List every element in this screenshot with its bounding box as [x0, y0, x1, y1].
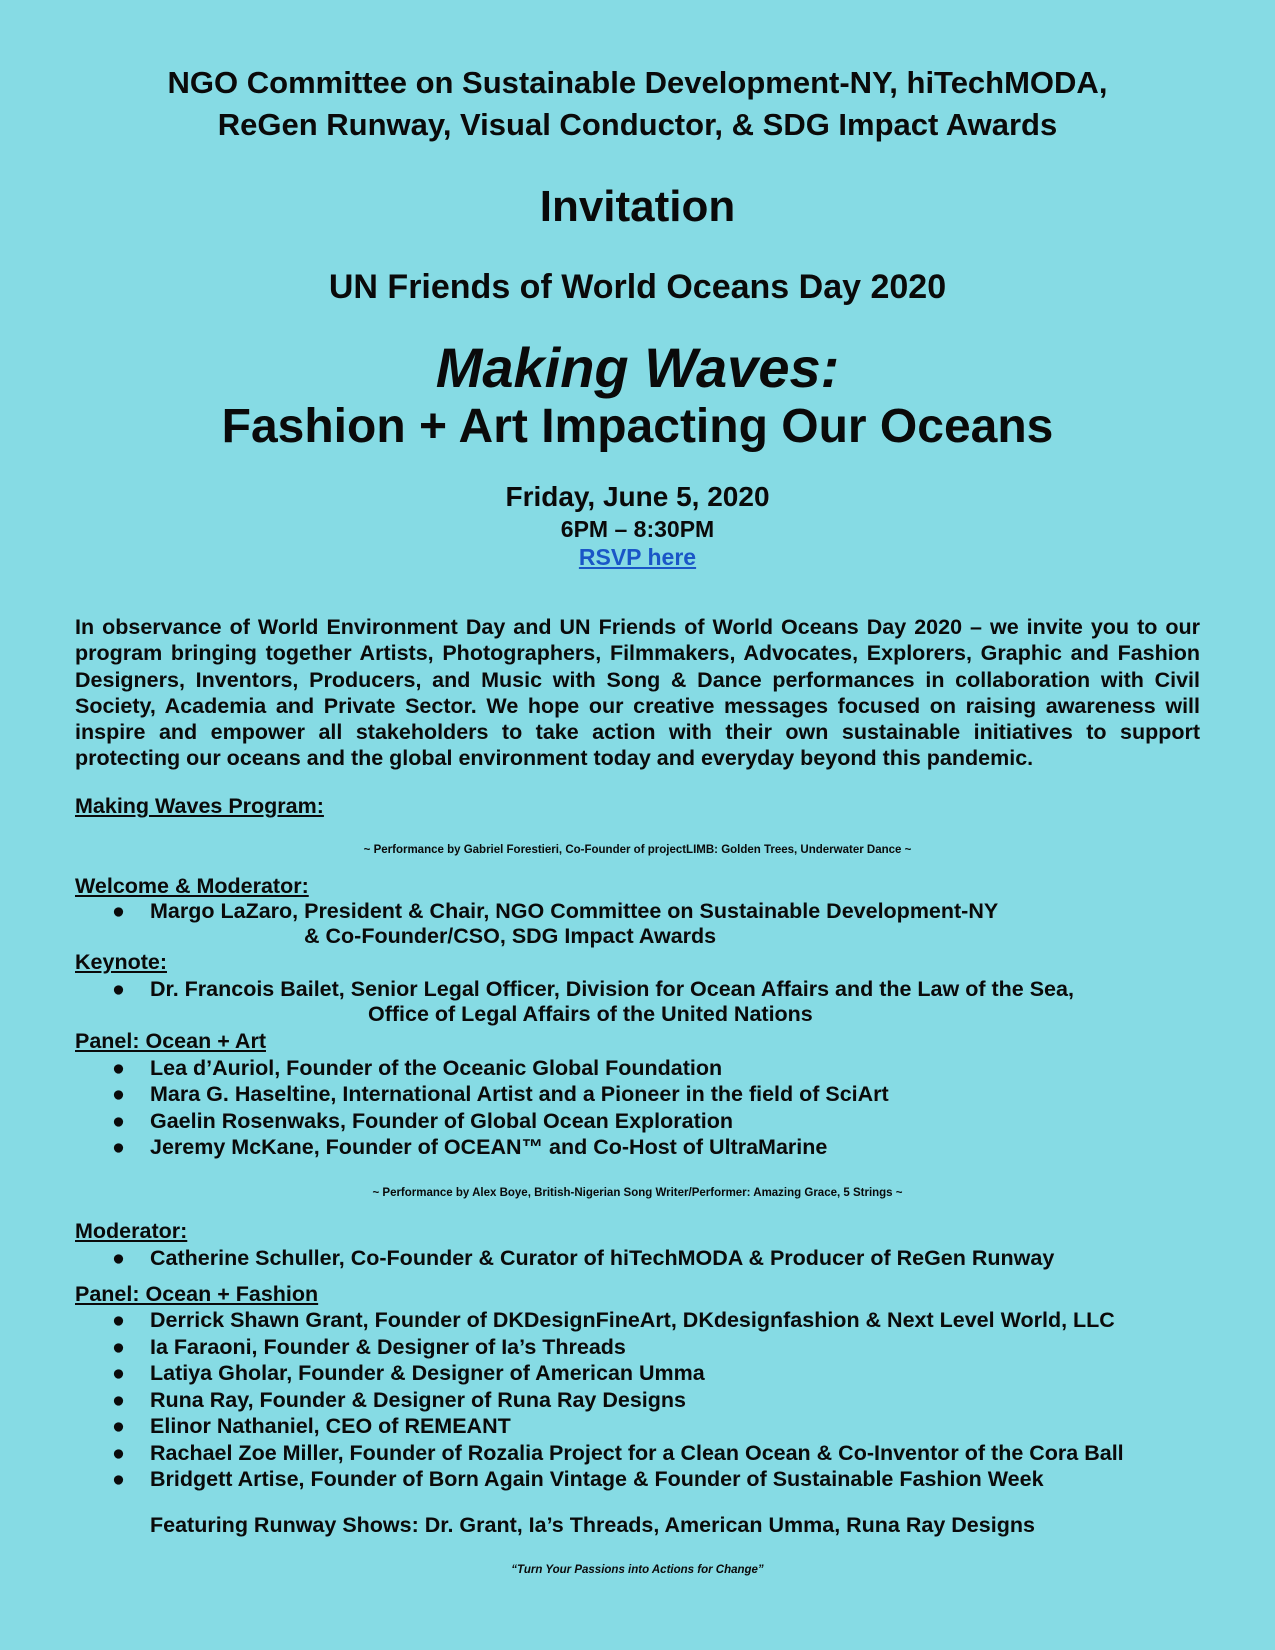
organizers-line-2: ReGen Runway, Visual Conductor, & SDG Impact Awards [217, 107, 1058, 142]
tagline: “Turn Your Passions into Actions for Change” [511, 1564, 764, 1576]
bullet-icon: ● [112, 1467, 125, 1491]
welcome-item-line-1: Margo LaZaro, President & Chair, NGO Committee on Sustainable Development-NY [150, 899, 999, 923]
performance-1: ~ Performance by Gabriel Forestieri, Co-Founder of projectLIMB: Golden Trees, Underwater Dance ~ [363, 844, 912, 856]
panel-fashion-item: Runa Ray, Founder & Designer of Runa Ray Designs [150, 1388, 686, 1412]
moderator-heading: Moderator: [75, 1219, 188, 1243]
moderator-item: Catherine Schuller, Co-Founder & Curator of hiTechMODA & Producer of ReGen Runway [150, 1246, 1055, 1270]
intro-paragraph: In observance of World Environment Day and UN Friends of World Oceans Day 2020 – we invite you to our program bringing together Artists, Photographers, Filmmakers, Advocates, Explorers, Graphic and Fashion Designers, Inventors, Producers, and Music with Song & Dance performances in collaboration with Civil Society, Academia and Private Sector. We hope our creative messages focused on raising awareness will inspire and empower all stakeholders to take action with their own sustainable initiatives to support protecting our oceans and the global environment today and everyday beyond this pandemic. [75, 615, 1200, 771]
panel-fashion-item: Bridgett Artise, Founder of Born Again Vintage & Founder of Sustainable Fashion Week [150, 1467, 1044, 1491]
panel-art-heading: Panel: Ocean + Art [75, 1029, 266, 1053]
bullet-icon: ● [112, 1308, 125, 1332]
rsvp-link[interactable]: RSVP here [578, 544, 697, 570]
keynote-heading: Keynote: [75, 950, 167, 974]
bullet-icon: ● [112, 1246, 125, 1270]
bullet-icon: ● [112, 1388, 125, 1412]
performance-2: ~ Performance by Alex Boye, British-Nigerian Song Writer/Performer: Amazing Grace, 5 Strings ~ [372, 1187, 903, 1199]
bullet-icon: ● [112, 1414, 125, 1438]
rsvp-row [0, 542, 1275, 572]
event-name: UN Friends of World Oceans Day 2020 [328, 268, 947, 306]
panel-art-item: Gaelin Rosenwaks, Founder of Global Ocean Exploration [150, 1109, 733, 1133]
event-time: 6PM – 8:30PM [560, 516, 715, 542]
bullet-icon: ● [112, 1109, 125, 1133]
panel-fashion-item: Ia Faraoni, Founder & Designer of Ia’s Threads [150, 1335, 626, 1359]
bullet-icon: ● [112, 899, 125, 923]
runway-shows: Featuring Runway Shows: Dr. Grant, Ia’s Threads, American Umma, Runa Ray Designs [150, 1513, 1035, 1537]
program-heading: Making Waves Program: [75, 794, 324, 818]
keynote-item-line-1: Dr. Francois Bailet, Senior Legal Officer, Division for Ocean Affairs and the Law of the Sea, [150, 977, 1074, 1001]
welcome-item-line-2: & Co-Founder/CSO, SDG Impact Awards [304, 924, 717, 948]
panel-fashion-item: Latiya Gholar, Founder & Designer of American Umma [150, 1361, 705, 1385]
event-title-line-2: Fashion + Art Impacting Our Oceans [221, 400, 1054, 453]
bullet-icon: ● [112, 1056, 125, 1080]
panel-art-item: Jeremy McKane, Founder of OCEAN™ and Co-Host of UltraMarine [150, 1135, 828, 1159]
panel-fashion-item: Rachael Zoe Miller, Founder of Rozalia Project for a Clean Ocean & Co-Inventor of the Cora Ball [150, 1441, 1124, 1465]
panel-art-item: Lea d’Auriol, Founder of the Oceanic Global Foundation [150, 1056, 723, 1080]
panel-art-item: Mara G. Haseltine, International Artist and a Pioneer in the field of SciArt [150, 1082, 889, 1106]
bullet-icon: ● [112, 1082, 125, 1106]
panel-fashion-item: Elinor Nathaniel, CEO of REMEANT [150, 1414, 511, 1438]
organizers-header [0, 62, 1275, 146]
bullet-icon: ● [112, 977, 125, 1001]
panel-fashion-heading: Panel: Ocean + Fashion [75, 1282, 319, 1306]
bullet-icon: ● [112, 1361, 125, 1385]
event-date: Friday, June 5, 2020 [505, 481, 770, 512]
organizers-line-1: NGO Committee on Sustainable Development-NY, hiTechMODA, [167, 65, 1108, 100]
keynote-item-line-2: Office of Legal Affairs of the United Nations [368, 1002, 813, 1026]
invitation-heading: Invitation [539, 182, 736, 231]
panel-fashion-item: Derrick Shawn Grant, Founder of DKDesignFineArt, DKdesignfashion & Next Level World, LLC [150, 1308, 1115, 1332]
event-title-line-1: Making Waves: [435, 336, 840, 399]
bullet-icon: ● [112, 1135, 125, 1159]
welcome-heading: Welcome & Moderator: [75, 874, 309, 898]
bullet-icon: ● [112, 1335, 125, 1359]
bullet-icon: ● [112, 1441, 125, 1465]
